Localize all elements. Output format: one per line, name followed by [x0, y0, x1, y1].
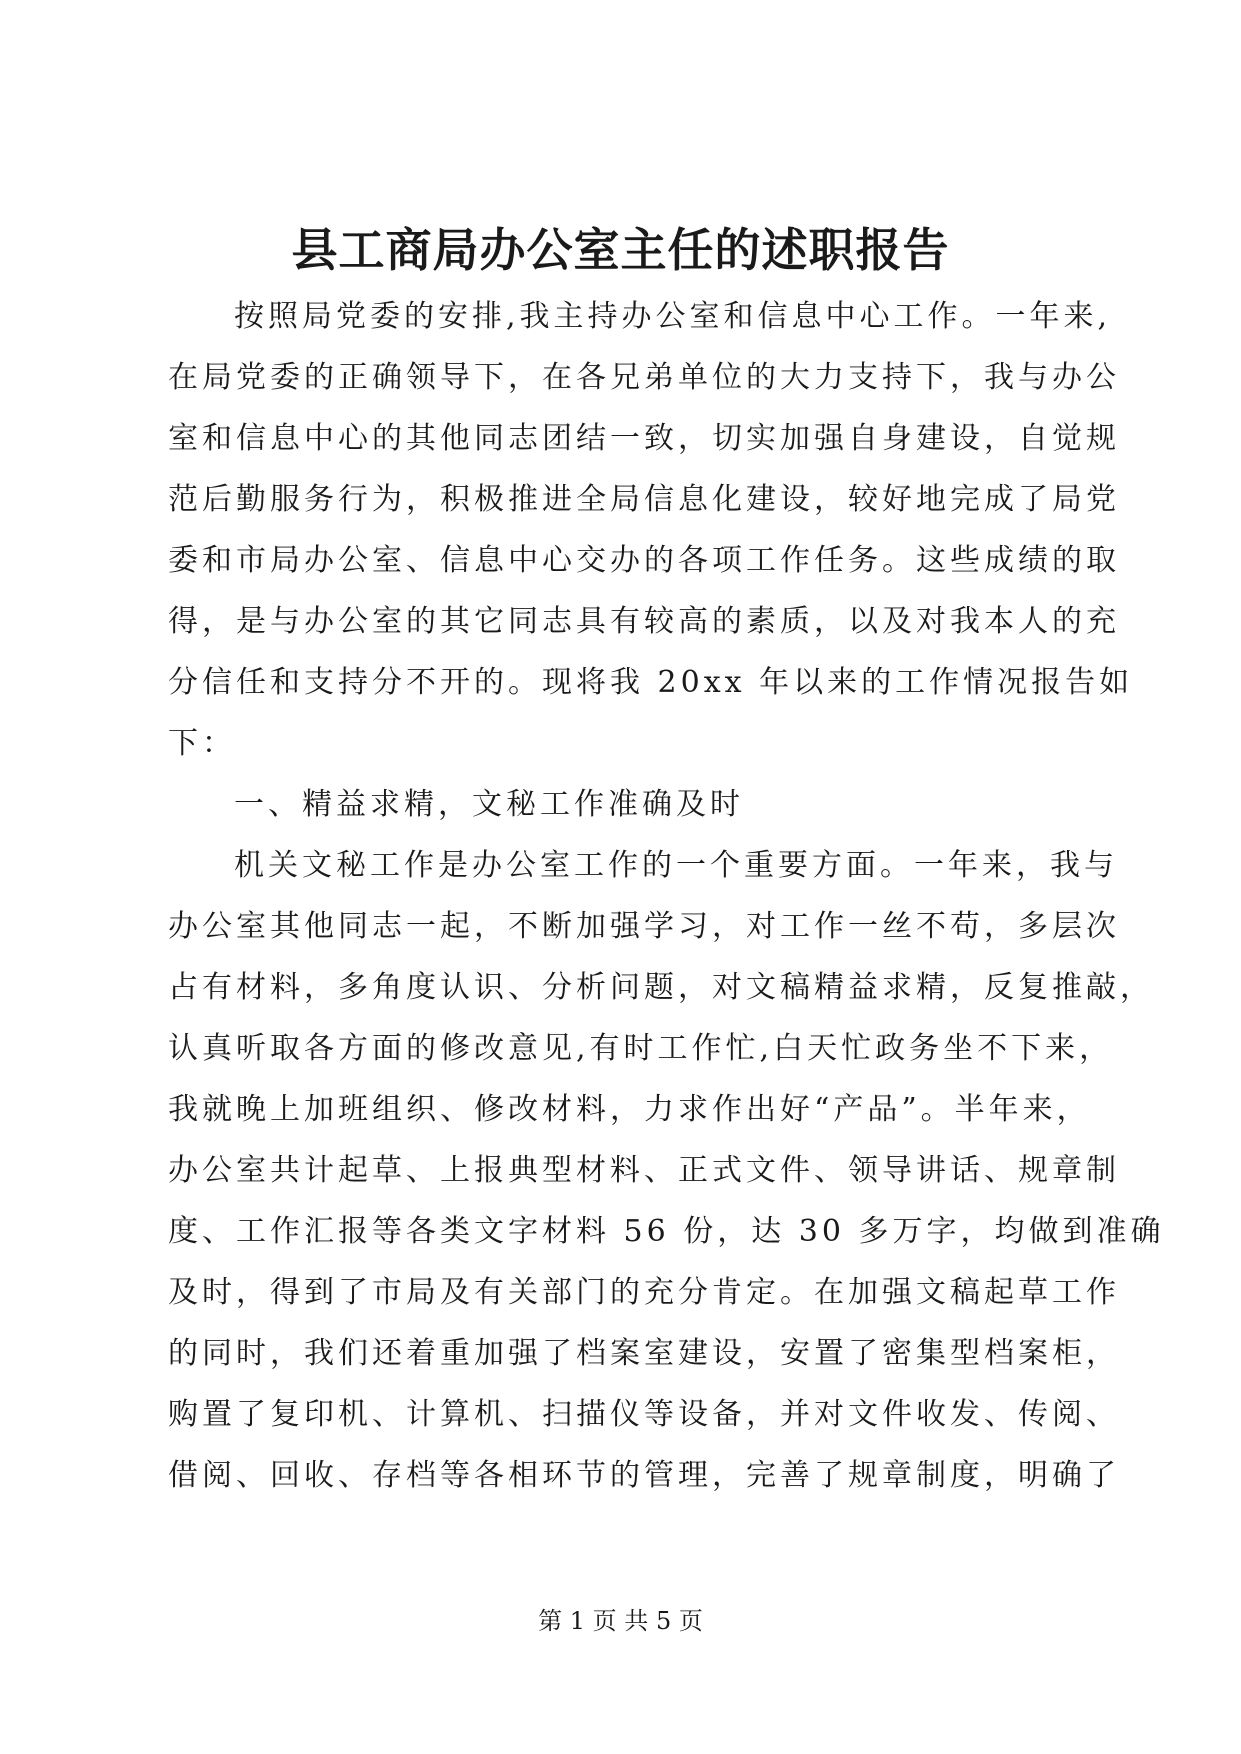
text-line: 范后勤服务行为，积极推进全局信息化建设，较好地完成了局党 [168, 482, 1120, 517]
text-line: 的同时，我们还着重加强了档案室建设，安置了密集型档案柜， [168, 1336, 1120, 1371]
section-heading: 一、精益求精，文秘工作准确及时 [234, 787, 744, 822]
text-line: 认真听取各方面的修改意见,有时工作忙,白天忙政务坐不下来， [168, 1031, 1114, 1066]
text-line: 及时，得到了市局及有关部门的充分肯定。在加强文稿起草工作 [168, 1275, 1120, 1310]
text-line: 按照局党委的安排,我主持办公室和信息中心工作。一年来, [234, 299, 1112, 334]
page-footer: 第 1 页 共 5 页 [538, 1607, 703, 1635]
text-line: 在局党委的正确领导下，在各兄弟单位的大力支持下，我与办公 [168, 360, 1120, 395]
text-line: 委和市局办公室、信息中心交办的各项工作任务。这些成绩的取 [168, 543, 1120, 578]
text-line: 占有材料，多角度认识、分析问题，对文稿精益求精，反复推敲， [168, 970, 1154, 1005]
text-line: 室和信息中心的其他同志团结一致，切实加强自身建设，自觉规 [168, 421, 1120, 456]
text-line: 得，是与办公室的其它同志具有较高的素质，以及对我本人的充 [168, 604, 1120, 639]
text-line: 办公室其他同志一起，不断加强学习，对工作一丝不苟，多层次 [168, 909, 1120, 944]
text-line: 度、工作汇报等各类文字材料 56 份，达 30 多万字，均做到准确 [168, 1214, 1165, 1249]
text-line: 我就晚上加班组织、修改材料，力求作出好“产品”。半年来， [168, 1092, 1091, 1127]
document-body [168, 286, 1165, 1506]
text-line: 机关文秘工作是办公室工作的一个重要方面。一年来，我与 [234, 848, 1118, 883]
text-line: 分信任和支持分不开的。现将我 20xx 年以来的工作情况报告如 [168, 665, 1134, 700]
text-line: 借阅、回收、存档等各相环节的管理，完善了规章制度，明确了 [168, 1458, 1120, 1493]
text-line: 下： [168, 726, 236, 761]
text-line: 办公室共计起草、上报典型材料、正式文件、领导讲话、规章制 [168, 1153, 1120, 1188]
document-title: 县工商局办公室主任的述职报告 [291, 223, 950, 277]
text-line: 购置了复印机、计算机、扫描仪等设备，并对文件收发、传阅、 [168, 1397, 1120, 1432]
